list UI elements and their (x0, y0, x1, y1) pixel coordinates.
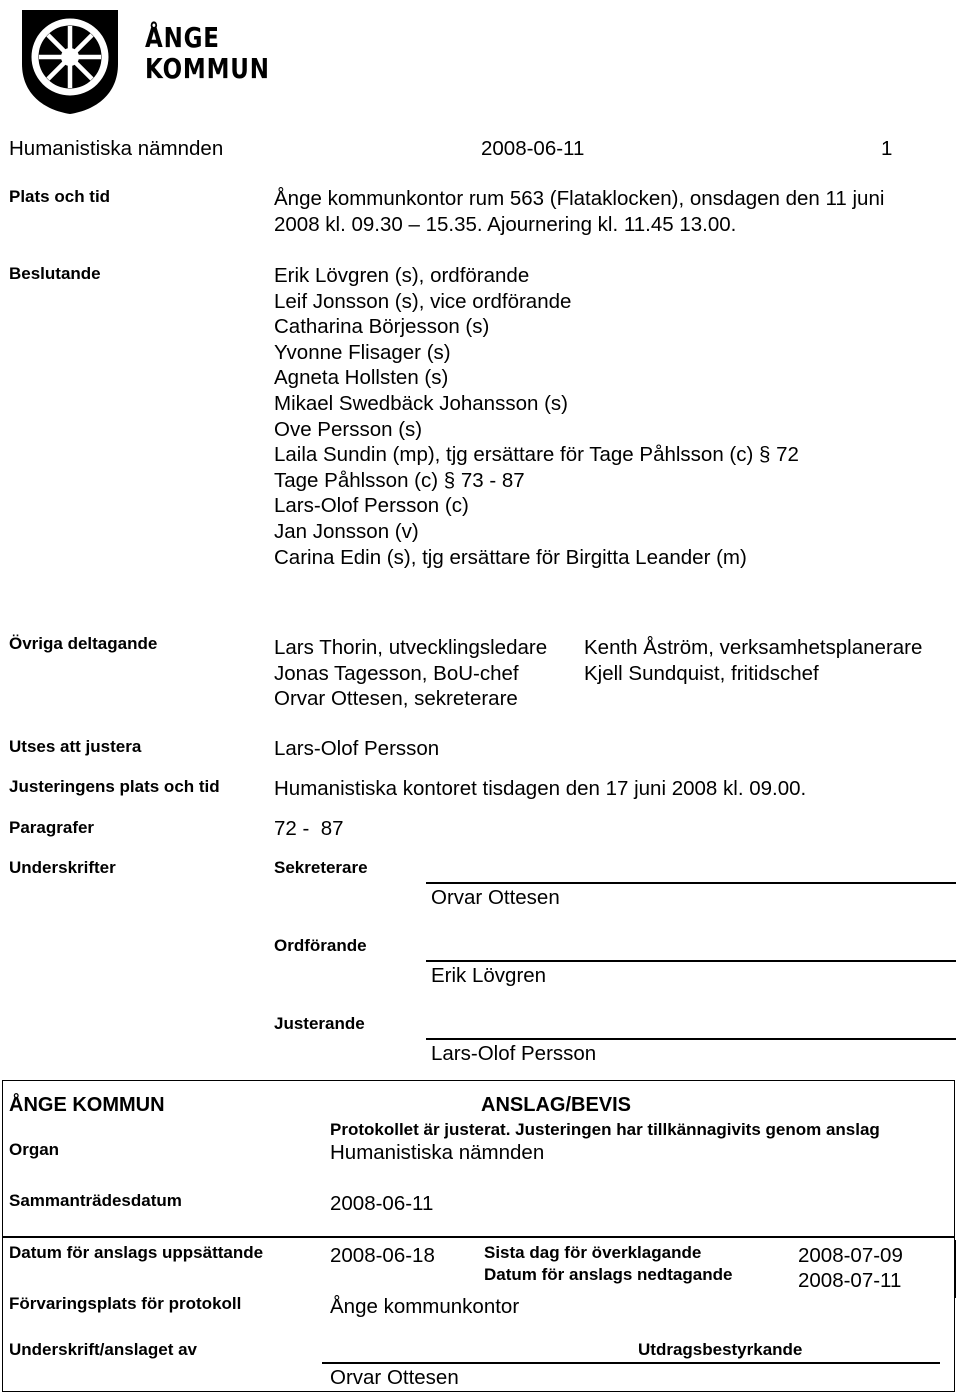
sekreterare-name: Orvar Ottesen (431, 886, 560, 909)
box-rule (2, 1236, 955, 1238)
member-item: Yvonne Flisager (s) (274, 340, 451, 364)
logo-text (145, 22, 270, 84)
anslag-note: Protokollet är justerat. Justeringen har tillkännagivits genom anslag (330, 1120, 880, 1139)
member-item: Laila Sundin (mp), tjg ersättare för Tage Påhlsson (c) § 72 (274, 443, 799, 467)
beslutande-list (274, 263, 799, 570)
nedtagande-value: 2008-07-11 (798, 1269, 902, 1292)
member-item: Jan Jonsson (v) (274, 519, 419, 543)
utses-label: Utses att justera (9, 737, 142, 756)
sista-label: Sista dag för överklagande (484, 1243, 702, 1262)
nedtagande-label: Datum för anslags nedtagande (484, 1265, 733, 1284)
justerande-label: Justerande (274, 1014, 365, 1033)
signature-line (426, 882, 956, 884)
beslutande-label: Beslutande (9, 264, 101, 283)
sammantrade-value: 2008-06-11 (330, 1192, 434, 1215)
ovriga-left-list (274, 635, 547, 712)
box-divider (954, 1240, 956, 1298)
utdrag-label: Utdragsbestyrkande (638, 1340, 803, 1359)
logo-line-2: KOMMUN (145, 52, 270, 85)
utses-value: Lars-Olof Persson (274, 737, 440, 760)
page-number: 1 (881, 137, 893, 160)
member-item: Carina Edin (s), tjg ersättare för Birgitta Leander (m) (274, 545, 747, 569)
member-item: Ove Persson (s) (274, 417, 423, 441)
member-item: Leif Jonsson (s), vice ordförande (274, 289, 572, 313)
plats-line-1: Ånge kommunkontor rum 563 (Flataklocken), onsdagen den 11 juni (274, 187, 885, 210)
anslag-kommun: ÅNGE KOMMUN (9, 1094, 165, 1116)
logo-line-1: ÅNGE (145, 21, 220, 54)
participant-item: Jonas Tagesson, BoU-chef (274, 661, 519, 685)
participant-item: Lars Thorin, utvecklingsledare (274, 636, 548, 659)
underskrifter-label: Underskrifter (9, 858, 116, 877)
sista-value: 2008-07-09 (798, 1244, 903, 1267)
organ-value: Humanistiska nämnden (330, 1141, 545, 1164)
sammantrade-label: Sammanträdesdatum (9, 1191, 182, 1210)
justering-label: Justeringens plats och tid (9, 777, 220, 796)
wheel-emblem-icon (18, 6, 122, 116)
participant-item: Orvar Ottesen, sekreterare (274, 687, 518, 710)
paragrafer-label: Paragrafer (9, 818, 95, 837)
justering-value: Humanistiska kontoret tisdagen den 17 juni 2008 kl. 09.00. (274, 777, 807, 800)
header-date: 2008-06-11 (481, 137, 585, 160)
uppsattande-value: 2008-06-18 (330, 1244, 435, 1267)
member-item: Mikael Swedbäck Johansson (s) (274, 391, 568, 415)
organ-label: Organ (9, 1140, 60, 1159)
plats-line-2: 2008 kl. 09.30 – 15.35. Ajournering kl. 11.45 13.00. (274, 213, 737, 236)
logo (18, 6, 122, 121)
member-item: Agneta Hollsten (s) (274, 366, 449, 390)
signature-line (426, 960, 956, 962)
participant-item: Kenth Åström, verksamhetsplanerare (584, 636, 923, 659)
ordforande-name: Erik Lövgren (431, 964, 547, 987)
underskrift-label: Underskrift/anslaget av (9, 1340, 198, 1359)
member-item: Lars-Olof Persson (c) (274, 494, 469, 518)
underskrift-value: Orvar Ottesen (330, 1366, 459, 1389)
ovriga-right-list (584, 635, 922, 686)
ovriga-label: Övriga deltagande (9, 634, 158, 653)
signature-line (426, 1038, 956, 1040)
paragrafer-value: 72 - 87 (274, 817, 344, 840)
plats-label: Plats och tid (9, 187, 111, 206)
header-organ: Humanistiska nämnden (9, 137, 224, 160)
signature-line (322, 1362, 940, 1364)
justerande-name: Lars-Olof Persson (431, 1042, 597, 1065)
member-item: Catharina Börjesson (s) (274, 315, 490, 339)
forvaring-value: Ånge kommunkontor (330, 1295, 520, 1318)
member-item: Erik Lövgren (s), ordförande (274, 264, 530, 287)
forvaring-label: Förvaringsplats för protokoll (9, 1294, 242, 1313)
ordforande-label: Ordförande (274, 936, 367, 955)
anslag-title: ANSLAG/BEVIS (481, 1094, 632, 1116)
sekreterare-label: Sekreterare (274, 858, 368, 877)
uppsattande-label: Datum för anslags uppsättande (9, 1243, 264, 1262)
participant-item: Kjell Sundquist, fritidschef (584, 661, 819, 685)
member-item: Tage Påhlsson (c) § 73 - 87 (274, 468, 525, 492)
